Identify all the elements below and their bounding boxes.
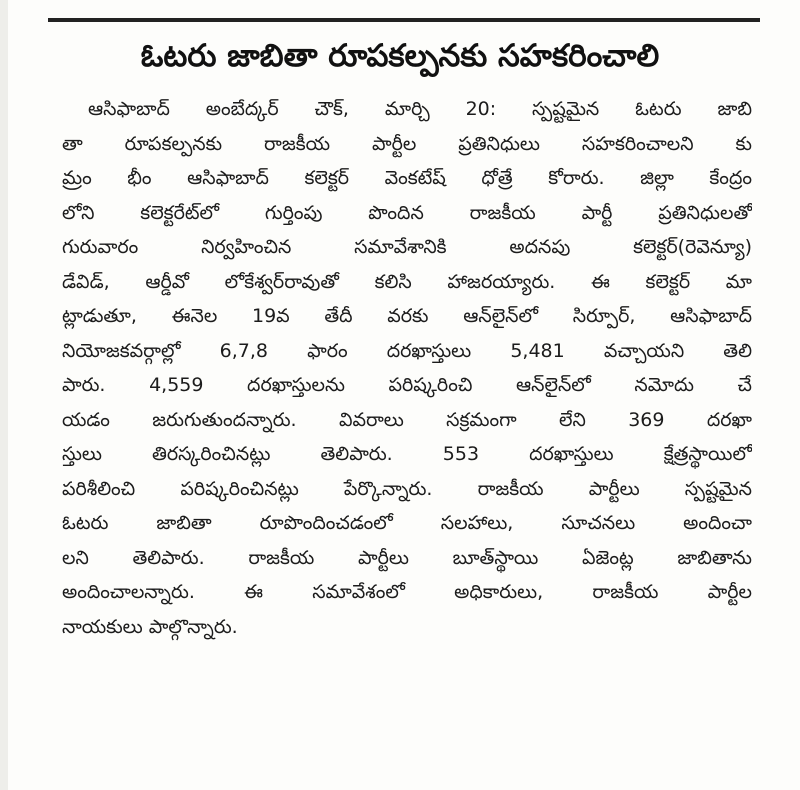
article-line-13: ఓటరు జాబితా రూపొందించడంలో సలహాలు, సూచనలు అందించా xyxy=(62,512,752,534)
article-line-12: పరిశీలించి పరిష్కరించినట్లు పేర్కొన్నారు. రాజకీయ పార్టీలు స్పష్టమైన xyxy=(62,477,752,500)
article-line-3: మ్రం భీం ఆసిఫాబాద్ కలెక్టర్ వెంకటేష్ ధోత్రే కోరారు. జిల్లా కేంద్రం xyxy=(62,167,752,189)
paper-edge-shadow xyxy=(0,0,8,790)
article-line-5: గురువారం నిర్వహించిన సమావేశానికి అదనపు కలెక్టర్(రెవెన్యూ) xyxy=(62,236,752,258)
article-headline: ఓటరు జాబితా రూపకల్పనకు సహకరించాలి xyxy=(140,38,660,74)
article-line-16: నాయకులు పాల్గొన్నారు. xyxy=(62,615,238,638)
article-line-11: స్తులు తిరస్కరించినట్లు తెలిపారు. 553 దరఖాస్తులు క్షేత్రస్థాయిలో xyxy=(62,443,752,465)
article-body xyxy=(62,92,752,782)
article-line-14: లని తెలిపారు. రాజకీయ పార్టీలు బూత్‌స్థాయి ఏజెంట్ల జాబితాను xyxy=(62,546,752,569)
article-line-1: ఆసిఫాబాద్ అంబేద్కర్ చౌక్, మార్చి 20: స్పష్టమైన ఓటరు జాబి xyxy=(88,98,752,120)
top-rule-divider xyxy=(48,18,760,22)
article-line-8: నియోజకవర్గాల్లో 6,7,8 ఫారం దరఖాస్తులు 5,481 వచ్చాయని తెలి xyxy=(62,339,752,362)
article-line-10: యడం జరుగుతుందన్నారు. వివరాలు సక్రమంగా లేని 369 దరఖా xyxy=(62,408,752,431)
article-line-9: పారు. 4,559 దరఖాస్తులను పరిష్కరించి ఆన్‌లైన్‌లో నమోదు చే xyxy=(62,374,752,396)
article-line-2: తా రూపకల్పనకు రాజకీయ పార్టీల ప్రతినిధులు సహకరించాలని కు xyxy=(62,132,752,155)
article-line-7: ట్లాడుతూ, ఈనెల 19వ తేదీ వరకు ఆన్‌లైన్‌లో సిర్పూర్, ఆసిఫాబాద్ xyxy=(62,305,752,327)
article-line-15: అందించాలన్నారు. ఈ సమావేశంలో అధికారులు, రాజకీయ పార్టీల xyxy=(62,581,752,603)
article-line-6: డేవిడ్, ఆర్డీవో లోకేశ్వర్‌రావుతో కలిసి హాజరయ్యారు. ఈ కలెక్టర్ మా xyxy=(62,270,752,293)
article-line-4: లోని కలెక్టరేట్‌లో గుర్తింపు పొందిన రాజకీయ పార్టీ ప్రతినిధులతో xyxy=(62,201,752,224)
